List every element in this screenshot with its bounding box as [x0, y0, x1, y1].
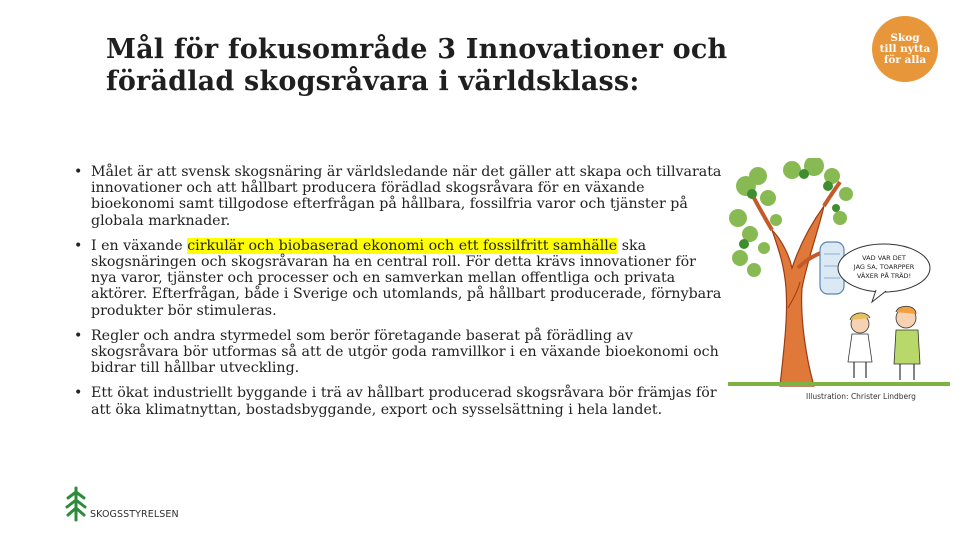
skogsstyrelsen-logo: [64, 486, 224, 526]
bullet-text: Regler och andra styrmedel som berör företagande baserat på förädling av skogsråvara bör utformas så att de utgör goda ramvillkor i en växande bioekonomi och bidrar till hållbar utveckling.: [91, 327, 719, 377]
logo-text: SKOGSSTYRELSEN: [90, 509, 179, 520]
bullet-dot-icon: •: [74, 385, 83, 402]
bullet-dot-icon: •: [74, 164, 83, 180]
bullet-text: Målet är att svensk skogsnäring är världsledande när det gäller att skapa och tillvarata innovationer och att hållbart producera förädlad skogsråvara för en växande bioekonomi samt tillgodose efterfrågan på hållbara, fossilfria varor och tjänster på globala marknader.: [91, 164, 722, 229]
bullet-dot-icon: •: [74, 237, 83, 254]
bullet-text-after: ska skogsnäringen och skogsråvaran ha en central roll. För detta krävs innovationer för nya varor, tjänster och processer och en samverkan mellan offentliga och privata aktörer. Efterfrågan, både i Sverige och utomlands, på hållbart producerade, förnybara produkter bör stimuleras.: [91, 237, 722, 319]
illustration-credit: Illustration: Christer Lindberg: [806, 392, 916, 401]
badge-line-2: till nytta: [879, 42, 931, 55]
speech-line-2: JAG SA, TOARPPER: [853, 263, 915, 271]
bullet-item: [74, 385, 724, 417]
bullet-item: [74, 328, 724, 377]
title-line-1: Mål för fokusområde 3 Innovationer och: [106, 34, 728, 65]
badge-line-3: för alla: [883, 53, 927, 66]
tree-cartoon-illustration: [728, 158, 950, 388]
bullet-item: [74, 238, 724, 319]
speech-line-1: VAD VAR DET: [862, 254, 906, 262]
bullet-dot-icon: •: [74, 327, 83, 344]
badge-line-1: Skog: [890, 31, 920, 44]
title-line-2: förädlad skogsråvara i världsklass:: [106, 66, 640, 97]
tree-cartoon-icon: [728, 158, 950, 388]
page-title: [106, 34, 806, 98]
bullet-item: [74, 164, 724, 229]
bullet-text-before: I en växande: [91, 237, 188, 254]
skogsstyrelsen-tree-icon: [64, 486, 88, 522]
speech-line-3: VÄXER PÅ TRÄD!: [856, 272, 912, 280]
bullet-text: Ett ökat industriellt byggande i trä av hållbart producerad skogsråvara bör främjas för att öka klimatnyttan, bostadsbyggande, export och sysselsättning i hela landet.: [91, 385, 717, 418]
bullet-list: [74, 164, 724, 427]
highlighted-text: cirkulär och biobaserad ekonomi och ett fossilfritt samhälle: [187, 237, 618, 254]
skog-till-nytta-badge: [872, 16, 938, 82]
